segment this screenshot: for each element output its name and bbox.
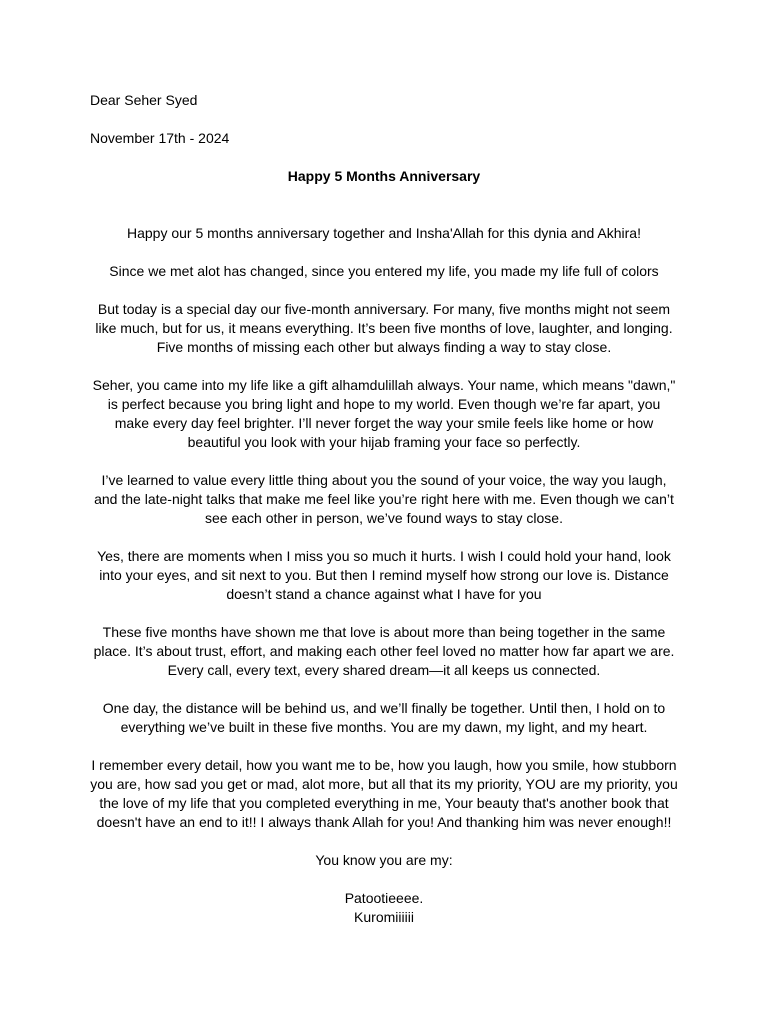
letter-title: Happy 5 Months Anniversary [287,168,481,184]
paragraph-6: Yes, there are moments when I miss you so much it hurts. I wish I could hold your hand, look into your eyes, and sit next to you. But then I remind myself how strong our love is. Distance doesn’t stand a chance against what I have for you [97,548,671,602]
paragraph-7: These five months have shown me that love is about more than being together in the same place. It’s about trust, effort, and making each other feel loved no matter how far apart we are. Every call, every text, every shared dream—it all keeps us connected. [93,624,675,678]
greeting: Dear Seher Syed [90,92,198,108]
paragraph-9: I remember every detail, how you want me to be, how you laugh, how you smile, how stubborn you are, how sad you get or mad, alot more, but all that its my priority, YOU are my priority, you the love of my life that you completed everything in me, Your beauty that's another book that doesn't have an end to it!! I always thank Allah for you! And thanking him was never enough!! [90,757,678,830]
paragraph-2: Since we met alot has changed, since you entered my life, you made my life full of colors [109,263,659,279]
paragraph-3: But today is a special day our five-month anniversary. For many, five months might not seem like much, but for us, it means everything. It’s been five months of love, laughter, and longing. Five months of missing each other but always finding a way to stay close. [95,301,673,355]
paragraph-10: You know you are my: [315,852,453,868]
paragraph-5: I’ve learned to value every little thing about you the sound of your voice, the way you laugh, and the late-night talks that make me feel like you’re right here with me. Even though we can’t see each other in person, we’ve found ways to stay close. [94,472,674,526]
letter-body [90,224,678,927]
letter-date: November 17th - 2024 [90,130,230,146]
signoff-line-1: Patootieeee. [344,890,424,906]
paragraph-8: One day, the distance will be behind us, and we’ll finally be together. Until then, I hold on to everything we’ve built in these five months. You are my dawn, my light, and my heart. [102,700,666,735]
signoff-line-2: Kuromiiiiii [354,909,414,925]
letter-page [90,91,678,927]
paragraph-4: Seher, you came into my life like a gift alhamdulillah always. Your name, which means "dawn," is perfect because you bring light and hope to my world. Even though we’re far apart, you make every day feel brighter. I’ll never forget the way your smile feels like home or how beautiful you look with your hijab framing your face so perfectly. [92,377,676,450]
paragraph-1: Happy our 5 months anniversary together and Insha'Allah for this dynia and Akhira! [127,225,641,241]
